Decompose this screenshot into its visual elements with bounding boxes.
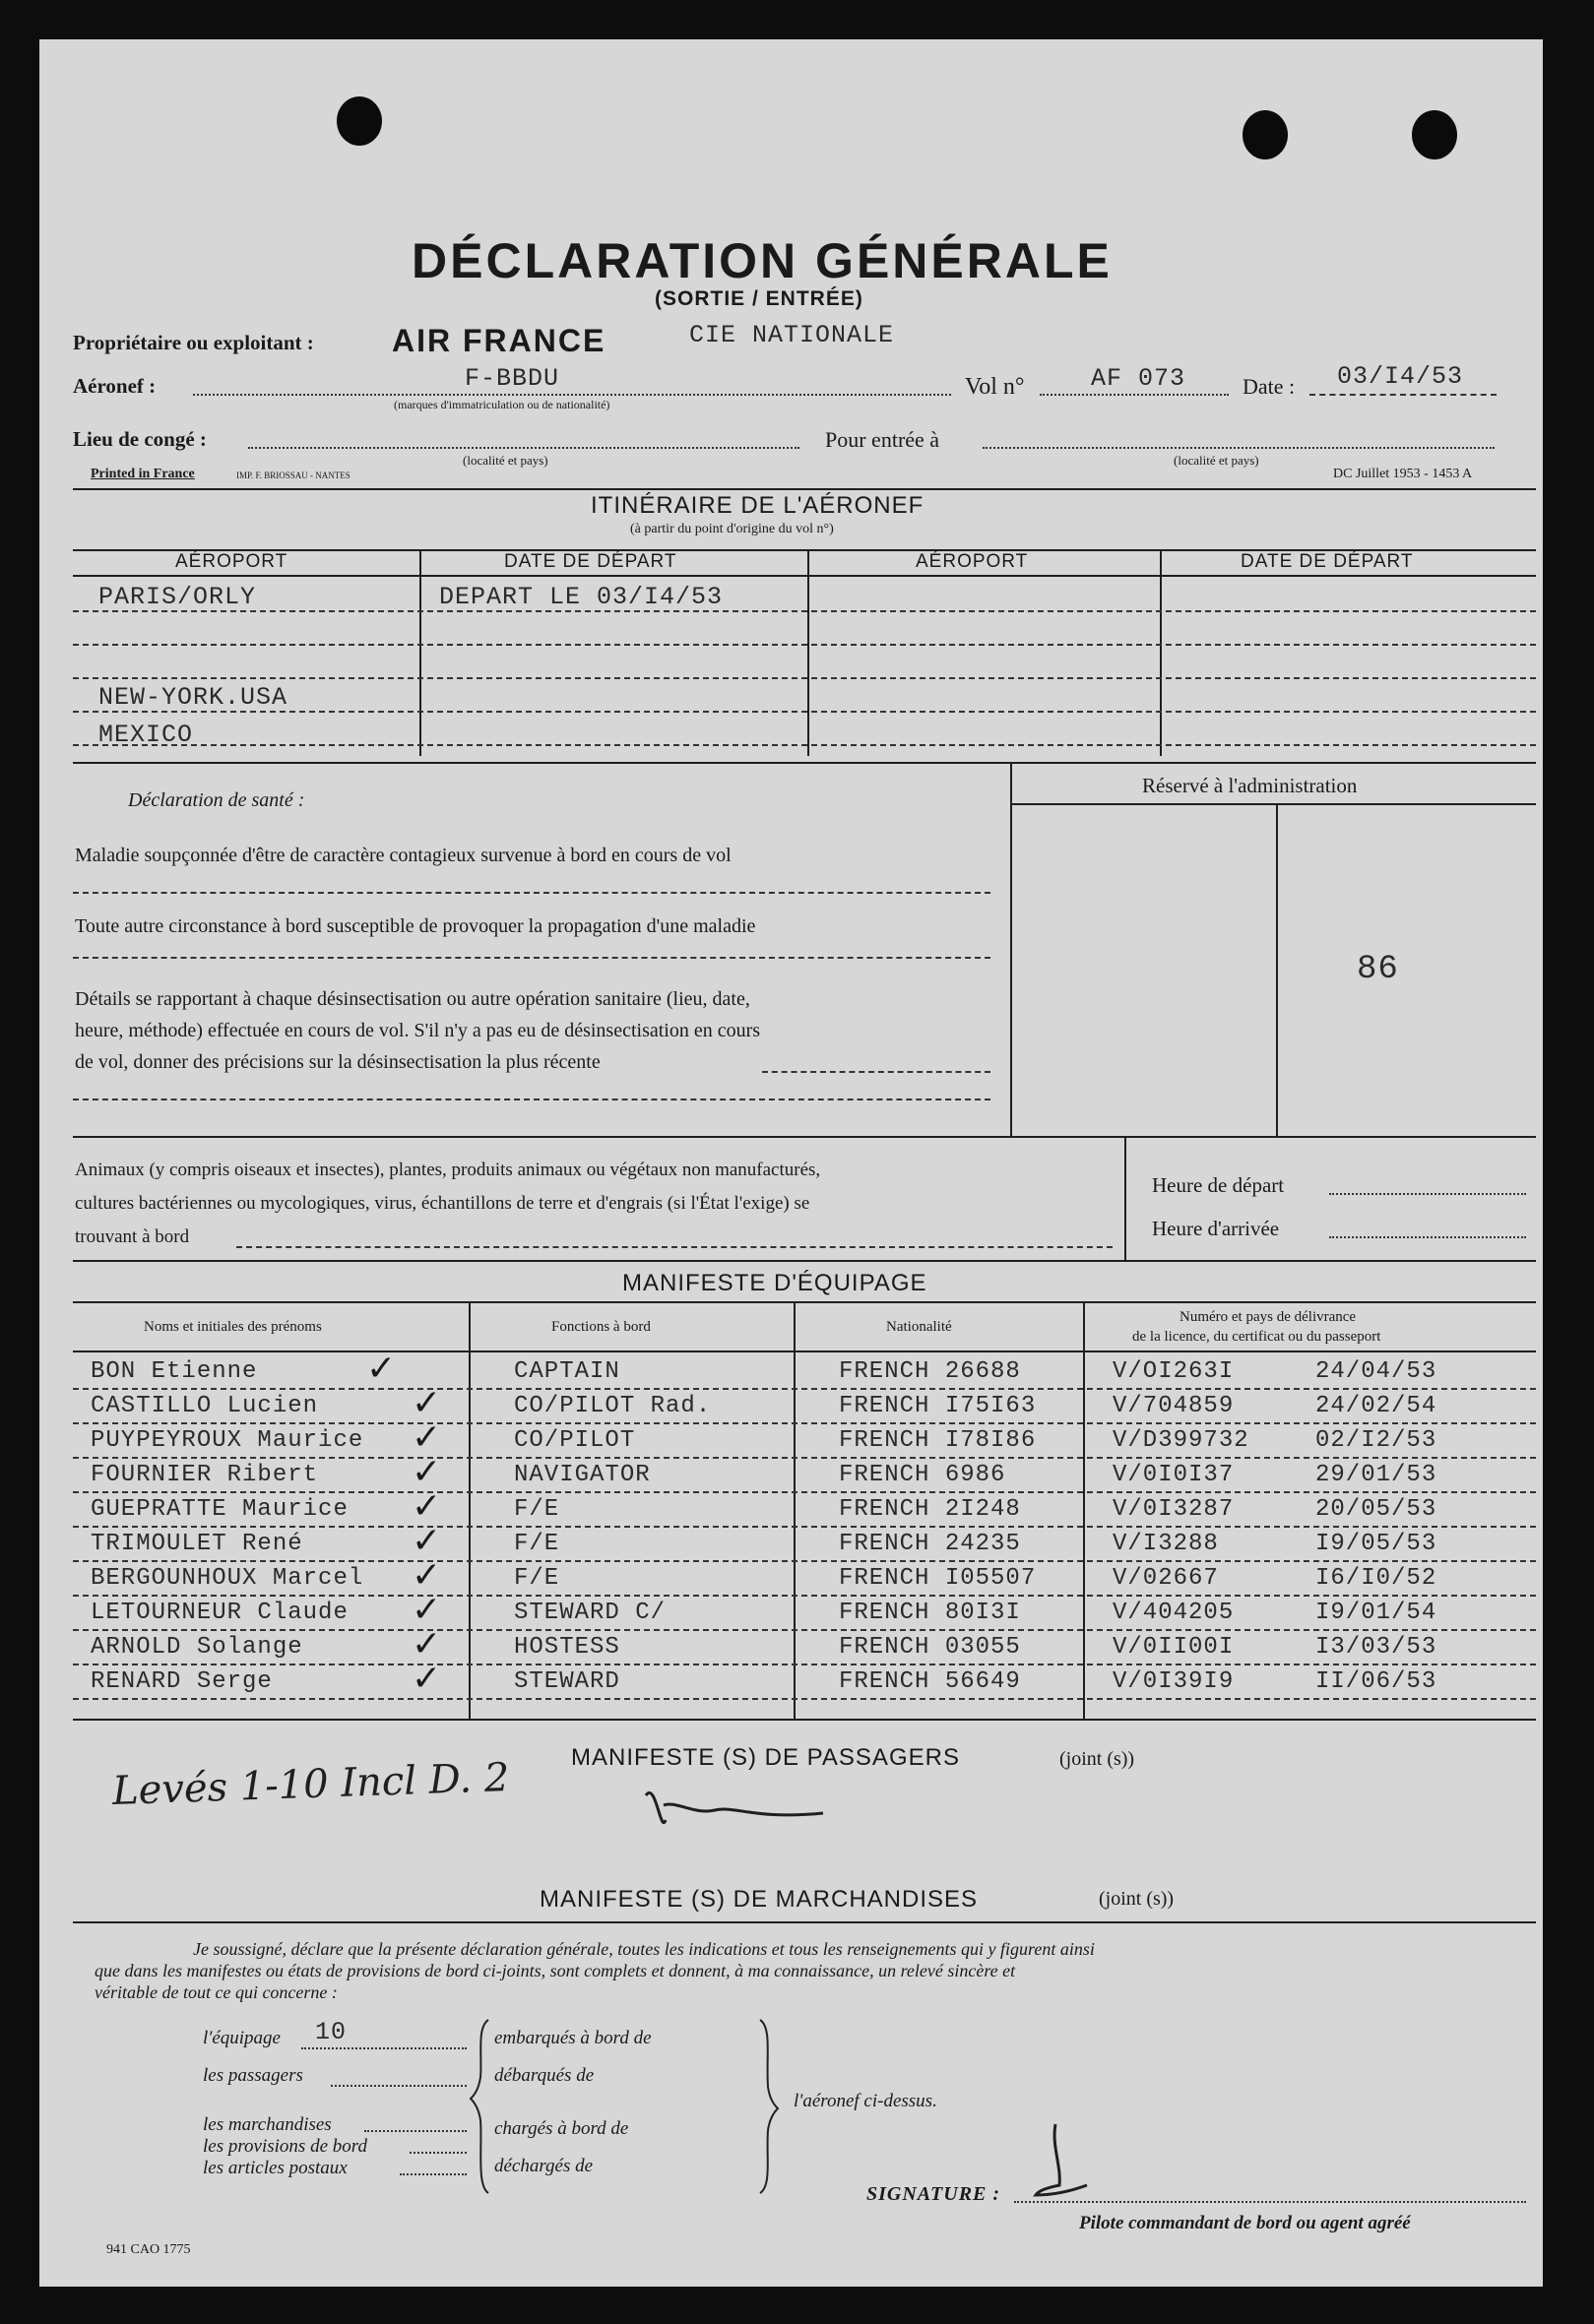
owner-typed: CIE NATIONALE bbox=[689, 321, 895, 349]
aircraft-reference: l'aéronef ci-dessus. bbox=[794, 2091, 937, 2111]
crew-license-date: 02/I2/53 bbox=[1315, 1427, 1437, 1454]
crew-function: F/E bbox=[514, 1565, 560, 1592]
embarked-label: embarqués à bord de bbox=[494, 2028, 652, 2048]
rule bbox=[1083, 1301, 1085, 1719]
departure-time-line bbox=[1329, 1193, 1526, 1195]
loaded-label: chargés à bord de bbox=[494, 2118, 629, 2139]
check-mark-icon: ✓ bbox=[366, 1349, 397, 1389]
crew-function: CO/PILOT Rad. bbox=[514, 1393, 712, 1419]
health-line-3b: heure, méthode) effectuée en cours de vol. S'il n'y a pas eu de désinsectisation en cours bbox=[75, 1020, 761, 1041]
crew-row-line bbox=[73, 1698, 1536, 1700]
aircraft-value: F-BBDU bbox=[465, 364, 560, 393]
check-mark-icon: ✓ bbox=[412, 1624, 442, 1664]
rule bbox=[73, 575, 1536, 577]
form-subtitle: (SORTIE / ENTRÉE) bbox=[655, 287, 863, 310]
crew-col-nationality: Nationalité bbox=[886, 1319, 952, 1335]
crew-name: RENARD Serge bbox=[91, 1668, 273, 1695]
check-mark-icon: ✓ bbox=[412, 1452, 442, 1492]
crew-name: LETOURNEUR Claude bbox=[91, 1600, 349, 1626]
owner-value: AIR FRANCE bbox=[392, 323, 606, 358]
passengers-handwritten-note: Levés 1-10 Incl D. 2 bbox=[111, 1754, 511, 1815]
owner-label: Propriétaire ou exploitant : bbox=[73, 331, 314, 354]
departure-dotline bbox=[248, 447, 799, 449]
date-line bbox=[1309, 394, 1497, 396]
brace-left bbox=[469, 2018, 492, 2195]
crew-name: TRIMOULET René bbox=[91, 1531, 303, 1557]
itinerary-row-line bbox=[73, 644, 1536, 646]
check-mark-icon: ✓ bbox=[412, 1590, 442, 1630]
admin-title: Réservé à l'administration bbox=[1142, 774, 1358, 797]
crew-function: HOSTESS bbox=[514, 1634, 620, 1661]
crew-name: GUEPRATTE Maurice bbox=[91, 1496, 349, 1523]
health-line-3a: Détails se rapportant à chaque désinsectisation ou autre opération sanitaire (lieu, date, bbox=[75, 988, 750, 1010]
check-mark-icon: ✓ bbox=[412, 1417, 442, 1458]
itinerary-col-date-2: DATE DE DÉPART bbox=[1241, 551, 1414, 572]
health-title: Déclaration de santé : bbox=[128, 789, 305, 811]
goods-line bbox=[364, 2130, 467, 2132]
crew-row-line bbox=[73, 1491, 1536, 1493]
crew-license: V/D399732 bbox=[1113, 1427, 1249, 1454]
crew-license: V/02667 bbox=[1113, 1565, 1219, 1592]
crew-license-date: 24/04/53 bbox=[1315, 1358, 1437, 1385]
crew-function: F/E bbox=[514, 1496, 560, 1523]
crew-license: V/OI263I bbox=[1113, 1358, 1235, 1385]
crew-license-date: I6/I0/52 bbox=[1315, 1565, 1437, 1592]
arrival-dotline bbox=[983, 447, 1495, 449]
health-line bbox=[762, 1071, 990, 1073]
passengers-count-label: les passagers bbox=[203, 2065, 303, 2086]
provisions-line bbox=[410, 2152, 467, 2154]
crew-function: CAPTAIN bbox=[514, 1358, 620, 1385]
crew-col-license-1: Numéro et pays de délivrance bbox=[1180, 1309, 1357, 1325]
itinerary-airport-1: PARIS/ORLY bbox=[98, 583, 257, 611]
crew-nationality: FRENCH 6986 bbox=[839, 1462, 1006, 1488]
crew-nationality: FRENCH I78I86 bbox=[839, 1427, 1037, 1454]
crew-count-line bbox=[301, 2047, 467, 2049]
flight-dotline bbox=[1040, 394, 1229, 396]
rule bbox=[1010, 762, 1012, 1136]
passengers-title: MANIFESTE (S) DE PASSAGERS bbox=[571, 1744, 960, 1771]
signer-caption: Pilote commandant de bord ou agent agréé bbox=[1079, 2213, 1411, 2233]
signature-label: SIGNATURE : bbox=[866, 2183, 1001, 2205]
crew-name: PUYPEYROUX Maurice bbox=[91, 1427, 364, 1454]
provisions-label: les provisions de bord bbox=[203, 2136, 367, 2157]
rule bbox=[794, 1301, 796, 1719]
initials-scribble bbox=[636, 1776, 833, 1835]
crew-license-date: 24/02/54 bbox=[1315, 1393, 1437, 1419]
rule bbox=[73, 488, 1536, 490]
health-line-1: Maladie soupçonnée d'être de caractère contagieux survenue à bord en cours de vol bbox=[75, 845, 732, 866]
postal-line bbox=[400, 2173, 467, 2175]
crew-nationality: FRENCH 03055 bbox=[839, 1634, 1021, 1661]
animals-line-1: Animaux (y compris oiseaux et insectes), plantes, produits animaux ou végétaux non manufacturés, bbox=[75, 1160, 821, 1180]
postal-label: les articles postaux bbox=[203, 2158, 348, 2178]
form-code: 941 CAO 1775 bbox=[106, 2242, 191, 2257]
crew-license: V/0II00I bbox=[1113, 1634, 1235, 1661]
aircraft-label: Aéronef : bbox=[73, 374, 157, 398]
itinerary-date-1: DEPART LE 03/I4/53 bbox=[439, 583, 724, 611]
check-mark-icon: ✓ bbox=[412, 1521, 442, 1561]
rule bbox=[73, 1921, 1536, 1923]
crew-name: BON Etienne bbox=[91, 1358, 258, 1385]
crew-license: V/0I0I37 bbox=[1113, 1462, 1235, 1488]
crew-row-line bbox=[73, 1526, 1536, 1528]
admin-value: 86 bbox=[1357, 951, 1399, 988]
rule bbox=[1160, 549, 1162, 756]
crew-function: STEWARD bbox=[514, 1668, 620, 1695]
crew-title: MANIFESTE D'ÉQUIPAGE bbox=[622, 1270, 927, 1296]
check-mark-icon: ✓ bbox=[412, 1555, 442, 1596]
declaration-text-3: véritable de tout ce qui concerne : bbox=[95, 1982, 338, 2002]
crew-license: V/0I3287 bbox=[1113, 1496, 1235, 1523]
declaration-text-2: que dans les manifestes ou états de provisions de bord ci-joints, sont complets et donnent, à ma connaissance, un relevé sincère et bbox=[95, 1961, 1016, 1980]
crew-name: ARNOLD Solange bbox=[91, 1634, 303, 1661]
crew-license-date: 29/01/53 bbox=[1315, 1462, 1437, 1488]
crew-license: V/404205 bbox=[1113, 1600, 1235, 1626]
flight-value: AF 073 bbox=[1091, 364, 1186, 393]
crew-license: V/0I39I9 bbox=[1113, 1668, 1235, 1695]
date-label: Date : bbox=[1243, 374, 1296, 399]
crew-col-function: Fonctions à bord bbox=[551, 1319, 651, 1335]
form-edition: DC Juillet 1953 - 1453 A bbox=[1333, 467, 1473, 481]
punch-hole bbox=[1243, 110, 1288, 159]
itinerary-row-line bbox=[73, 677, 1536, 679]
cargo-title: MANIFESTE (S) DE MARCHANDISES bbox=[540, 1886, 979, 1913]
crew-col-name: Noms et initiales des prénoms bbox=[144, 1319, 322, 1335]
cargo-joint: (joint (s)) bbox=[1099, 1888, 1175, 1910]
rule bbox=[1124, 1136, 1126, 1260]
itinerary-row-line bbox=[73, 744, 1536, 746]
crew-nationality: FRENCH I05507 bbox=[839, 1565, 1037, 1592]
check-mark-icon: ✓ bbox=[412, 1383, 442, 1423]
health-line bbox=[73, 1099, 990, 1100]
crew-name: FOURNIER Ribert bbox=[91, 1462, 319, 1488]
declaration-text-1: Je soussigné, déclare que la présente déclaration générale, toutes les indications et tous les renseignements qui y figurent ainsi bbox=[193, 1939, 1095, 1959]
itinerary-col-airport-1: AÉROPORT bbox=[175, 551, 288, 572]
rule bbox=[469, 1301, 471, 1719]
crew-name: CASTILLO Lucien bbox=[91, 1393, 319, 1419]
aircraft-caption: (marques d'immatriculation ou de nationalité) bbox=[394, 398, 610, 411]
health-line bbox=[73, 892, 990, 894]
date-value: 03/I4/53 bbox=[1337, 362, 1464, 391]
animals-line-2: cultures bactériennes ou mycologiques, virus, échantillons de terre et d'engrais (si l'État l'exige) se bbox=[75, 1193, 810, 1214]
check-mark-icon: ✓ bbox=[412, 1486, 442, 1527]
arrival-label: Pour entrée à bbox=[825, 427, 940, 452]
itinerary-col-date-1: DATE DE DÉPART bbox=[504, 551, 677, 572]
signature bbox=[1022, 2116, 1091, 2205]
rule bbox=[419, 549, 421, 756]
crew-nationality: FRENCH 80I3I bbox=[839, 1600, 1021, 1626]
itinerary-row-line bbox=[73, 711, 1536, 713]
departure-time-label: Heure de départ bbox=[1152, 1173, 1285, 1197]
crew-function: F/E bbox=[514, 1531, 560, 1557]
crew-col-license-2: de la licence, du certificat ou du passeport bbox=[1132, 1329, 1381, 1345]
crew-license-date: I9/01/54 bbox=[1315, 1600, 1437, 1626]
animals-line-3: trouvant à bord bbox=[75, 1226, 190, 1247]
crew-license-date: I9/05/53 bbox=[1315, 1531, 1437, 1557]
punch-hole bbox=[1412, 110, 1457, 159]
rule bbox=[73, 1301, 1536, 1303]
place-caption-right: (localité et pays) bbox=[1174, 453, 1259, 468]
crew-row-line bbox=[73, 1457, 1536, 1459]
crew-row-line bbox=[73, 1629, 1536, 1631]
passengers-joint: (joint (s)) bbox=[1059, 1748, 1135, 1770]
flight-label: Vol n° bbox=[965, 374, 1025, 400]
crew-count-label: l'équipage bbox=[203, 2028, 281, 2048]
crew-nationality: FRENCH 56649 bbox=[839, 1668, 1021, 1695]
unloaded-label: déchargés de bbox=[494, 2156, 594, 2176]
crew-count-value: 10 bbox=[315, 2018, 348, 2046]
itinerary-airport-2: NEW-YORK.USA bbox=[98, 683, 288, 712]
itinerary-col-airport-2: AÉROPORT bbox=[916, 551, 1029, 572]
crew-license: V/I3288 bbox=[1113, 1531, 1219, 1557]
crew-nationality: FRENCH 26688 bbox=[839, 1358, 1021, 1385]
crew-license-date: I3/03/53 bbox=[1315, 1634, 1437, 1661]
departure-label: Lieu de congé : bbox=[73, 427, 207, 451]
crew-license-date: II/06/53 bbox=[1315, 1668, 1437, 1695]
rule bbox=[73, 1719, 1536, 1721]
passengers-count-line bbox=[331, 2085, 467, 2087]
rule bbox=[1276, 803, 1278, 1136]
rule bbox=[807, 549, 809, 756]
crew-row-line bbox=[73, 1595, 1536, 1597]
printed-in-france: Printed in France bbox=[91, 467, 195, 481]
rule bbox=[73, 1136, 1536, 1138]
crew-function: CO/PILOT bbox=[514, 1427, 636, 1454]
aircraft-dotline bbox=[193, 394, 951, 396]
printer-name: IMP. F. BRIOSSAU - NANTES bbox=[236, 471, 351, 480]
rule bbox=[73, 1350, 1536, 1352]
health-line-3c: de vol, donner des précisions sur la désinsectisation la plus récente bbox=[75, 1051, 601, 1073]
crew-row-line bbox=[73, 1560, 1536, 1562]
rule bbox=[73, 1260, 1536, 1262]
goods-label: les marchandises bbox=[203, 2114, 332, 2135]
rule bbox=[1010, 803, 1536, 805]
crew-function: STEWARD C/ bbox=[514, 1600, 667, 1626]
crew-nationality: FRENCH I75I63 bbox=[839, 1393, 1037, 1419]
disembarked-label: débarqués de bbox=[494, 2065, 595, 2086]
crew-nationality: FRENCH 24235 bbox=[839, 1531, 1021, 1557]
crew-row-line bbox=[73, 1388, 1536, 1390]
crew-row-line bbox=[73, 1422, 1536, 1424]
itinerary-airport-3: MEXICO bbox=[98, 721, 194, 749]
crew-row-line bbox=[73, 1664, 1536, 1665]
arrival-time-line bbox=[1329, 1236, 1526, 1238]
itinerary-row-line bbox=[73, 610, 1536, 612]
crew-license: V/704859 bbox=[1113, 1393, 1235, 1419]
health-line-2: Toute autre circonstance à bord susceptible de provoquer la propagation d'une maladie bbox=[75, 915, 756, 937]
place-caption-left: (localité et pays) bbox=[463, 453, 548, 468]
rule bbox=[73, 762, 1536, 764]
signature-line bbox=[1014, 2201, 1526, 2203]
animals-line bbox=[236, 1246, 1113, 1248]
form-title: DÉCLARATION GÉNÉRALE bbox=[412, 233, 1113, 288]
crew-nationality: FRENCH 2I248 bbox=[839, 1496, 1021, 1523]
health-line bbox=[73, 957, 990, 959]
crew-function: NAVIGATOR bbox=[514, 1462, 651, 1488]
itinerary-title: ITINÉRAIRE DE L'AÉRONEF bbox=[591, 492, 925, 519]
check-mark-icon: ✓ bbox=[412, 1659, 442, 1699]
punch-hole bbox=[337, 96, 382, 146]
brace-right bbox=[756, 2018, 780, 2195]
itinerary-subtitle: (à partir du point d'origine du vol n°) bbox=[630, 522, 834, 536]
crew-license-date: 20/05/53 bbox=[1315, 1496, 1437, 1523]
arrival-time-label: Heure d'arrivée bbox=[1152, 1217, 1280, 1240]
crew-name: BERGOUNHOUX Marcel bbox=[91, 1565, 364, 1592]
